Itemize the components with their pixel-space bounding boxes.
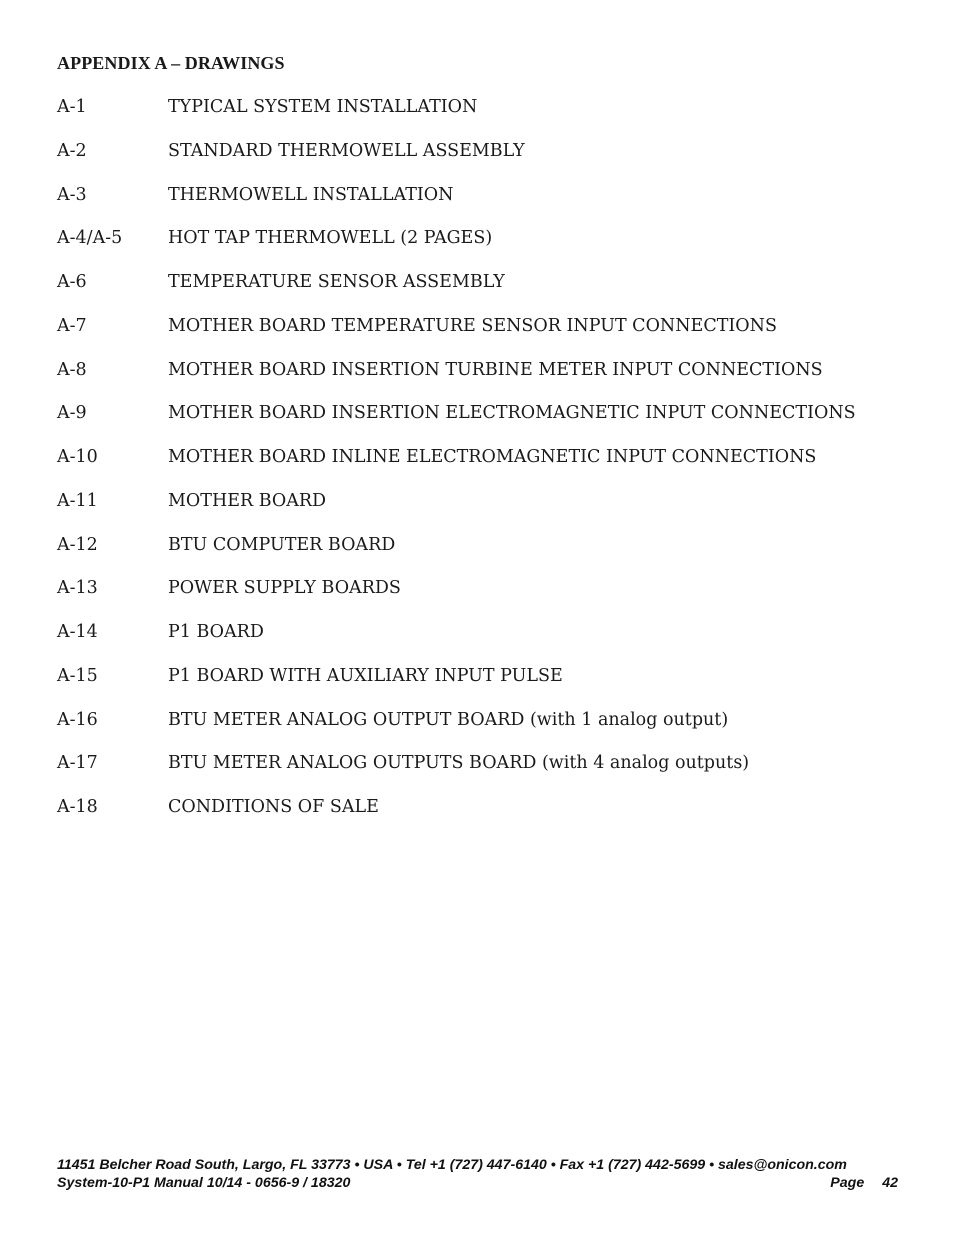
drawing-title: CONDITIONS OF SALE [168, 797, 379, 817]
drawing-title: BTU METER ANALOG OUTPUTS BOARD (with 4 analog outputs) [168, 753, 750, 774]
drawing-code: A-3 [57, 184, 87, 205]
drawing-title: MOTHER BOARD TEMPERATURE SENSOR INPUT CONNECTIONS [168, 315, 777, 336]
list-item [57, 227, 856, 271]
drawing-title: POWER SUPPLY BOARDS [168, 578, 401, 599]
drawing-title: TEMPERATURE SENSOR ASSEMBLY [168, 272, 505, 292]
drawings-list [57, 96, 856, 840]
list-item [57, 490, 856, 534]
drawing-code: A-18 [57, 797, 98, 817]
page-title: APPENDIX A – DRAWINGS [57, 53, 285, 73]
list-item [57, 709, 856, 753]
page-number: 42 [882, 1175, 898, 1191]
drawing-code: A-6 [57, 272, 87, 292]
drawing-code: A-14 [57, 622, 98, 642]
drawing-code: A-4/A-5 [57, 228, 123, 249]
list-item [57, 446, 856, 490]
list-item [57, 796, 856, 840]
drawing-title: BTU COMPUTER BOARD [168, 534, 396, 555]
drawing-title: HOT TAP THERMOWELL (2 PAGES) [168, 228, 493, 249]
list-item [57, 140, 856, 184]
drawing-title: STANDARD THERMOWELL ASSEMBLY [168, 140, 525, 161]
drawing-code: A-17 [57, 753, 98, 774]
drawing-title: P1 BOARD [168, 622, 264, 642]
footer-meta [57, 1174, 898, 1192]
drawing-title: THERMOWELL INSTALLATION [168, 184, 454, 205]
list-item [57, 359, 856, 403]
list-item [57, 534, 856, 578]
list-item [57, 315, 856, 359]
drawing-code: A-13 [57, 578, 98, 599]
drawing-code: A-10 [57, 447, 98, 467]
drawing-code: A-11 [57, 490, 98, 511]
page-label: Page [830, 1175, 865, 1191]
drawing-code: A-16 [57, 709, 98, 730]
drawing-title: BTU METER ANALOG OUTPUT BOARD (with 1 analog output) [168, 709, 729, 730]
list-item [57, 577, 856, 621]
drawing-title: MOTHER BOARD INLINE ELECTROMAGNETIC INPUT CONNECTIONS [168, 447, 817, 467]
drawing-code: A-1 [57, 97, 87, 117]
drawing-code: A-2 [57, 140, 87, 161]
drawing-title: TYPICAL SYSTEM INSTALLATION [168, 97, 478, 117]
drawing-title: P1 BOARD WITH AUXILIARY INPUT PULSE [168, 665, 563, 686]
list-item [57, 184, 856, 228]
list-item [57, 621, 856, 665]
drawing-code: A-7 [57, 315, 87, 336]
page-number-block [830, 1174, 898, 1192]
drawing-title: MOTHER BOARD INSERTION TURBINE METER INPUT CONNECTIONS [168, 359, 823, 380]
footer-address: 11451 Belcher Road South, Largo, FL 33773 • USA • Tel +1 (727) 447-6140 • Fax +1 (727) 442-5699 • sales@onicon.com [57, 1157, 847, 1173]
list-item [57, 402, 856, 446]
list-item [57, 665, 856, 709]
page-footer [57, 1156, 898, 1192]
drawing-title: MOTHER BOARD INSERTION ELECTROMAGNETIC INPUT CONNECTIONS [168, 403, 856, 424]
list-item [57, 752, 856, 796]
drawing-code: A-12 [57, 534, 98, 555]
list-item [57, 96, 856, 140]
footer-manual-ref: System-10-P1 Manual 10/14 - 0656-9 / 18320 [57, 1175, 351, 1191]
drawing-title: MOTHER BOARD [168, 490, 327, 511]
drawing-code: A-8 [57, 359, 87, 380]
drawing-code: A-15 [57, 665, 98, 686]
list-item [57, 271, 856, 315]
drawing-code: A-9 [57, 403, 87, 424]
